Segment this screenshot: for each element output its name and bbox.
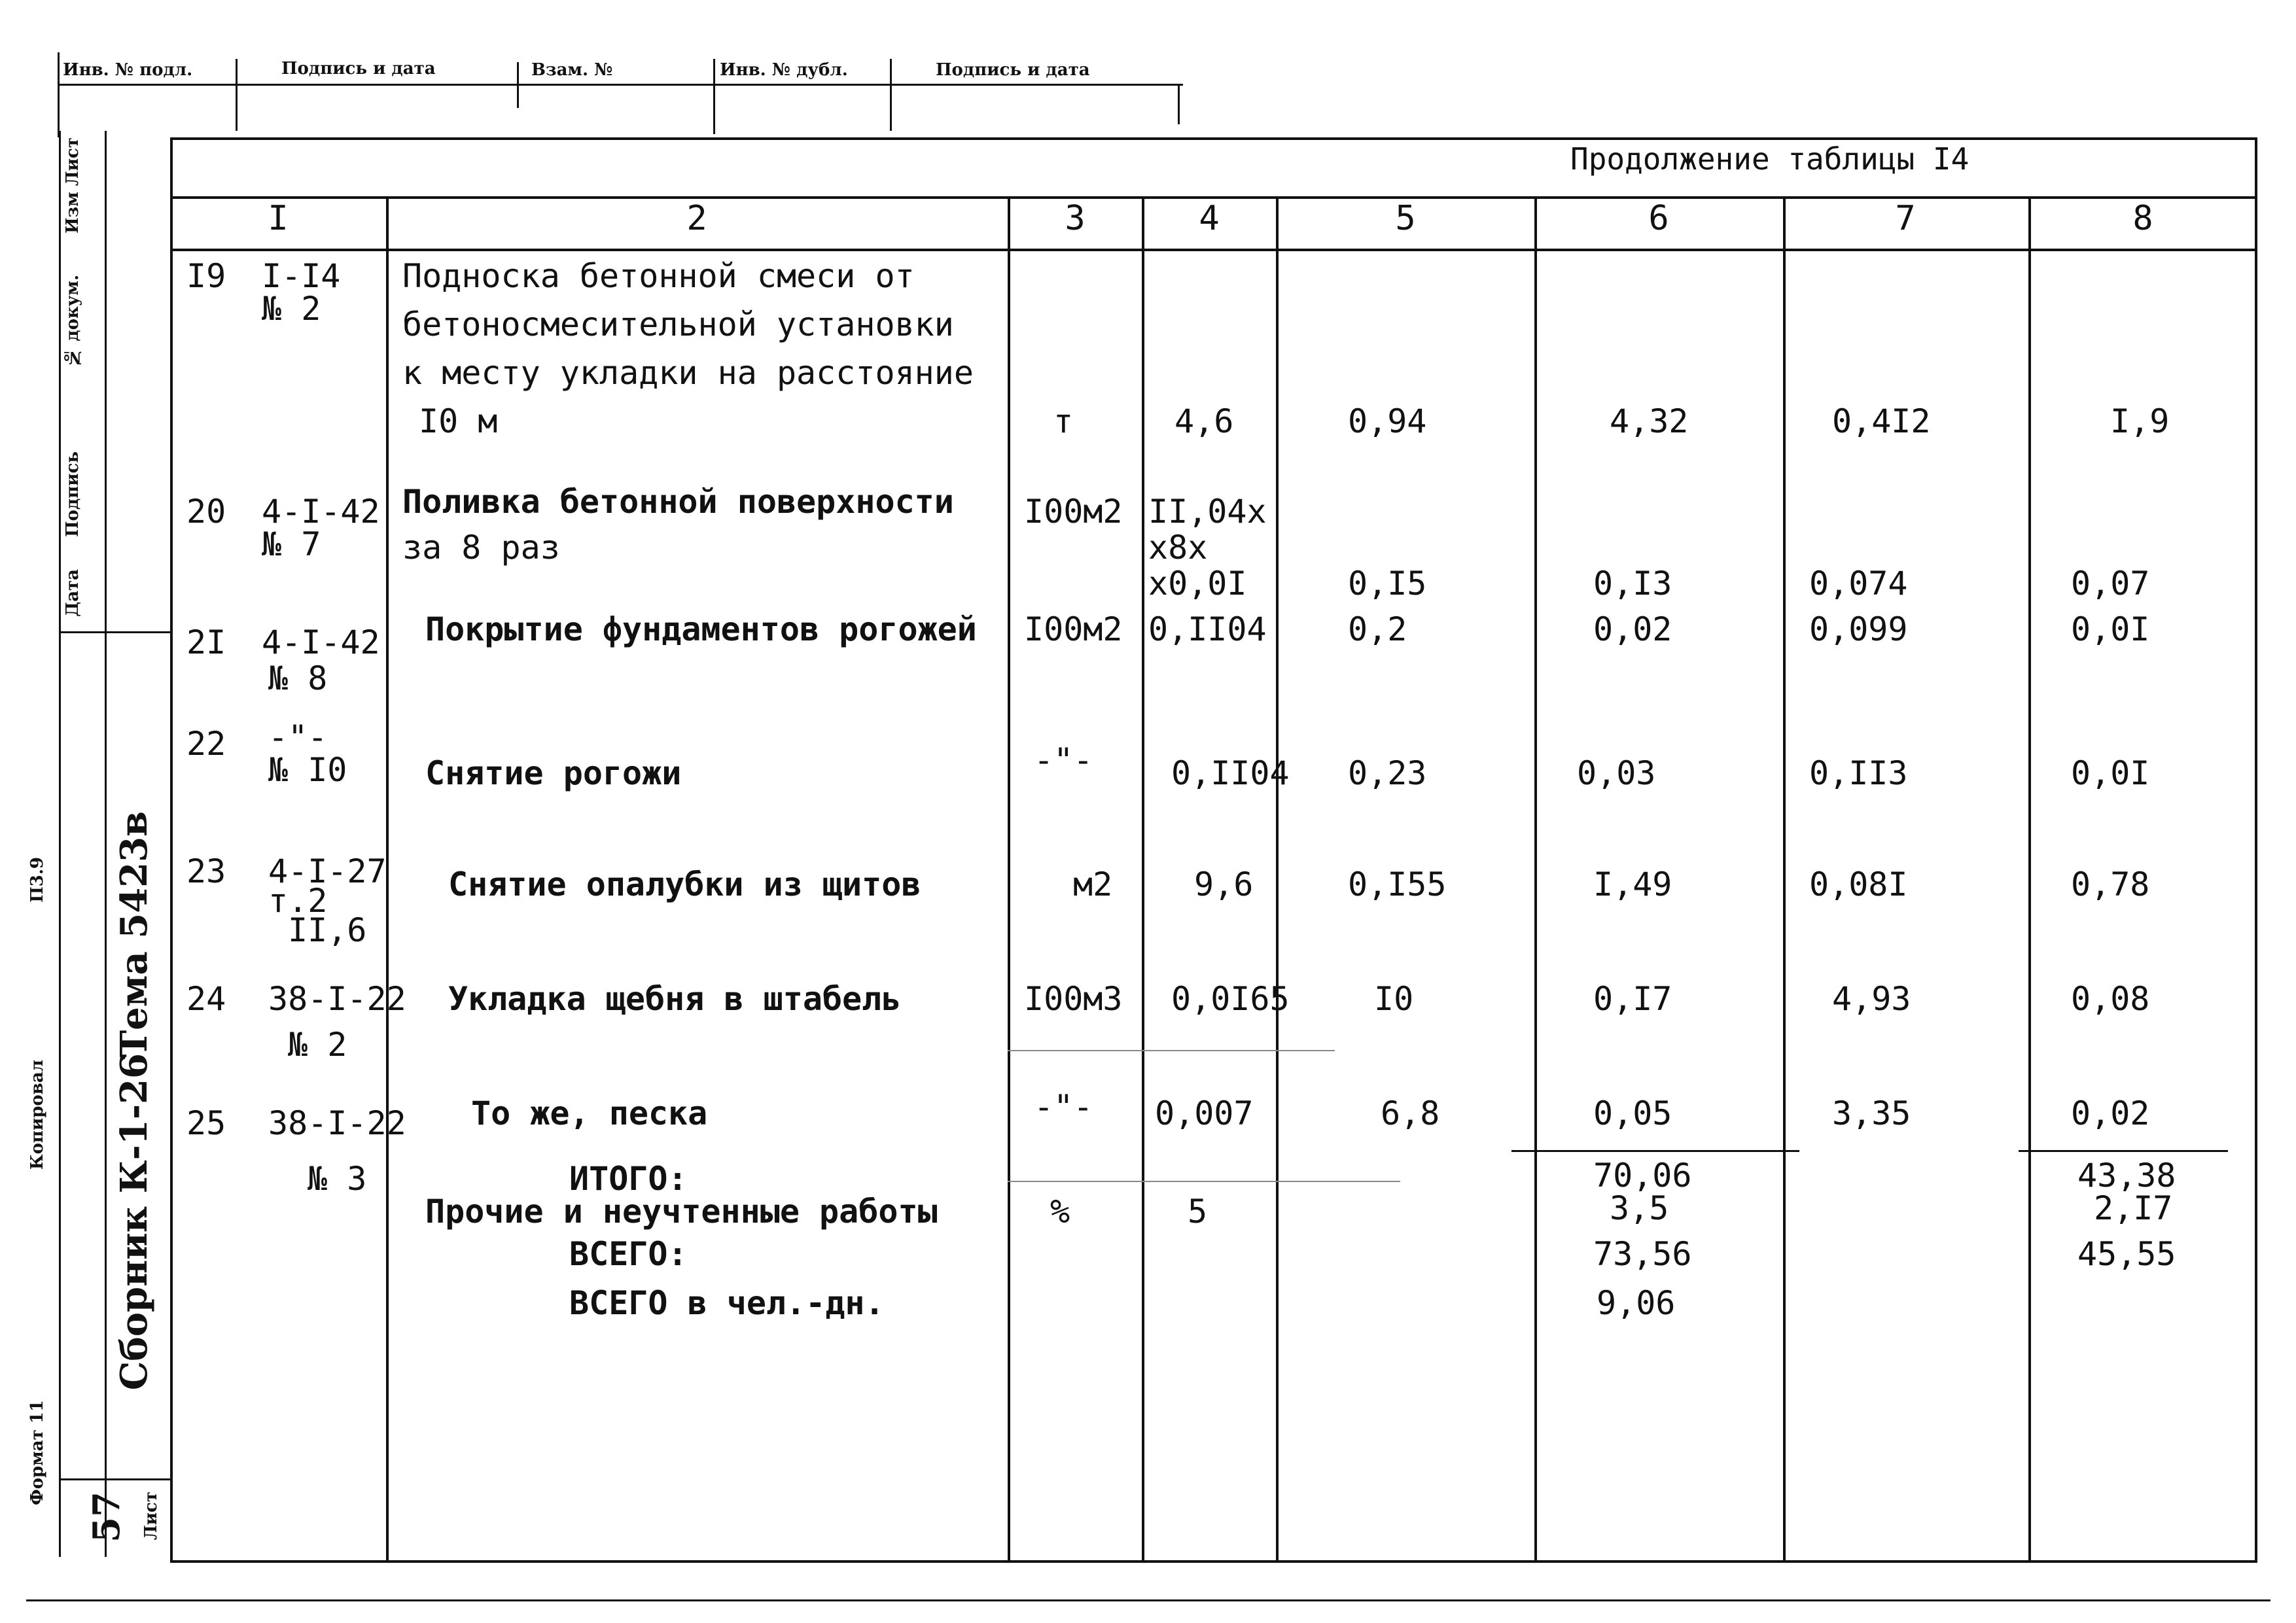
row22-desc-1: Снятие рогожи [425, 754, 682, 792]
col-header-2: 2 [686, 199, 707, 238]
row24-unit: I00м3 [1024, 980, 1123, 1018]
row25-c8: 0,02 [2071, 1094, 2150, 1132]
row25-c5: 6,8 [1381, 1094, 1440, 1132]
row21-c8: 0,0I [2071, 610, 2150, 648]
row20-c4a: II,04х [1148, 493, 1267, 531]
row24-c4: 0,0I65 [1171, 980, 1290, 1018]
row22-ref2: № I0 [268, 751, 347, 789]
col-header-7: 7 [1895, 199, 1916, 238]
row19-ref: I-I4 [262, 257, 341, 295]
row23-c8: 0,78 [2071, 865, 2150, 903]
side-format: Формат 11 [27, 1400, 47, 1505]
other-c8: 2,I7 [2094, 1189, 2173, 1227]
side-list-label: Лист [141, 1492, 161, 1541]
row22-c6: 0,03 [1577, 754, 1656, 792]
row20-no: 20 [186, 493, 226, 531]
row20-ref2: № 7 [262, 525, 321, 563]
row24-c6: 0,I7 [1593, 980, 1672, 1018]
row23-c5: 0,I55 [1348, 865, 1447, 903]
other-label: Прочие и неучтенные работы [425, 1193, 938, 1230]
row19-c5: 0,94 [1348, 402, 1427, 440]
itogo-label: ИТОГО: [569, 1160, 688, 1198]
row20-c4b: х8х [1148, 529, 1208, 567]
itogo-c8: 43,38 [2077, 1157, 2176, 1195]
row22-c5: 0,23 [1348, 754, 1427, 792]
stamp-vzam: Взам. № [531, 60, 613, 80]
row20-c4: х0,0I [1148, 565, 1247, 602]
row19-desc-2: бетоносмесительной установки [402, 305, 954, 343]
row23-c4: 9,6 [1194, 865, 1254, 903]
row19-unit: т [1053, 402, 1074, 440]
vsego-c6: 73,56 [1593, 1235, 1692, 1273]
other-c4: 5 [1188, 1193, 1208, 1230]
side-list-no: 57 [85, 1492, 128, 1543]
row21-no: 2I [186, 623, 226, 661]
other-c6: 3,5 [1610, 1189, 1669, 1227]
row20-c6: 0,I3 [1593, 565, 1672, 602]
row19-desc-3: к месту укладки на расстояние [402, 354, 974, 392]
row24-c5: I0 [1374, 980, 1414, 1018]
side-mark: П3.9 [27, 857, 47, 903]
row23-ref: 4-I-27 [268, 852, 387, 890]
side-kopiroval: Копировал [27, 1060, 47, 1170]
row24-ref: 38-I-22 [268, 980, 406, 1018]
row22-unit: -"- [1034, 741, 1093, 779]
row22-c4: 0,II04 [1171, 754, 1290, 792]
row25-c7: 3,35 [1832, 1094, 1911, 1132]
stamp-sign-date-1: Подпись и дата [281, 59, 436, 79]
row24-no: 24 [186, 980, 226, 1018]
row24-ref2: № 2 [288, 1026, 347, 1064]
col-header-8: 8 [2132, 199, 2153, 238]
row19-c6: 4,32 [1610, 402, 1689, 440]
side-sbornik: Сборник К-1-26 [113, 1053, 156, 1391]
row19-no: I9 [186, 257, 226, 295]
row23-no: 23 [186, 852, 226, 890]
row25-c6: 0,05 [1593, 1094, 1672, 1132]
row21-desc-1: Покрытие фундаментов рогожей [425, 610, 977, 648]
vsego-label: ВСЕГО: [569, 1235, 688, 1273]
vsego-days-label: ВСЕГО в чел.-дн. [569, 1284, 885, 1322]
row20-c5: 0,I5 [1348, 565, 1427, 602]
table-continuation-title: Продолжение таблицы I4 [1570, 141, 1969, 177]
side-tema: Тема 5423в [113, 811, 156, 1058]
row21-c4: 0,II04 [1148, 610, 1267, 648]
row24-c7: 4,93 [1832, 980, 1911, 1018]
row22-c8: 0,0I [2071, 754, 2150, 792]
row25-unit: -"- [1034, 1088, 1093, 1126]
col-header-1: I [268, 199, 289, 238]
row21-ref: 4-I-42 [262, 623, 380, 661]
row19-c7: 0,4I2 [1832, 402, 1931, 440]
row20-desc-1: Поливка бетонной поверхности [402, 483, 954, 521]
row25-ref2: № 3 [308, 1160, 367, 1198]
row20-desc-2: за 8 раз [402, 529, 560, 567]
row19-ref2: № 2 [262, 290, 321, 328]
row19-c4: 4,6 [1174, 402, 1234, 440]
row21-c7: 0,099 [1809, 610, 1908, 648]
vsego-days-c6: 9,06 [1597, 1284, 1676, 1322]
col-header-5: 5 [1395, 199, 1416, 238]
row21-c6: 0,02 [1593, 610, 1672, 648]
row20-c7: 0,074 [1809, 565, 1908, 602]
other-unit: % [1050, 1193, 1070, 1230]
row20-ref: 4-I-42 [262, 493, 380, 531]
row21-c5: 0,2 [1348, 610, 1407, 648]
side-podpis: Подпись [63, 451, 82, 538]
col-header-4: 4 [1199, 199, 1220, 238]
side-doc-no: № докум. [63, 275, 82, 367]
row23-desc-1: Снятие опалубки из щитов [448, 865, 921, 903]
row20-unit: I00м2 [1024, 493, 1123, 531]
row25-desc-1: То же, песка [471, 1094, 708, 1132]
row22-ref: -"- [268, 718, 328, 756]
row25-no: 25 [186, 1104, 226, 1142]
col-header-6: 6 [1648, 199, 1669, 238]
row22-no: 22 [186, 725, 226, 763]
row19-c8: I,9 [2110, 402, 2170, 440]
row19-desc-4: I0 м [419, 402, 498, 440]
vsego-c8: 45,55 [2077, 1235, 2176, 1273]
row25-c4: 0,007 [1155, 1094, 1254, 1132]
row22-c7: 0,II3 [1809, 754, 1908, 792]
row23-unit: м2 [1073, 865, 1113, 903]
row23-ref2: т.2 [268, 882, 328, 920]
stamp-sign-date-2: Подпись и дата [936, 60, 1090, 80]
row20-c8: 0,07 [2071, 565, 2150, 602]
stamp-inv-orig: Инв. № подл. [63, 60, 193, 80]
row24-desc-1: Укладка щебня в штабель [448, 980, 902, 1018]
side-izm-list: Изм Лист [63, 137, 82, 234]
row21-unit: I00м2 [1024, 610, 1123, 648]
row23-c6: I,49 [1593, 865, 1672, 903]
itogo-c6: 70,06 [1593, 1157, 1692, 1195]
side-data: Дата [63, 569, 82, 617]
col-header-3: 3 [1065, 199, 1086, 238]
row25-ref: 38-I-22 [268, 1104, 406, 1142]
row23-ref3: II,6 [288, 911, 367, 949]
stamp-inv-dubl: Инв. № дубл. [720, 60, 848, 80]
row24-c8: 0,08 [2071, 980, 2150, 1018]
row21-ref2: № 8 [268, 659, 328, 697]
row23-c7: 0,08I [1809, 865, 1908, 903]
row19-desc-1: Подноска бетонной смеси от [402, 257, 915, 295]
